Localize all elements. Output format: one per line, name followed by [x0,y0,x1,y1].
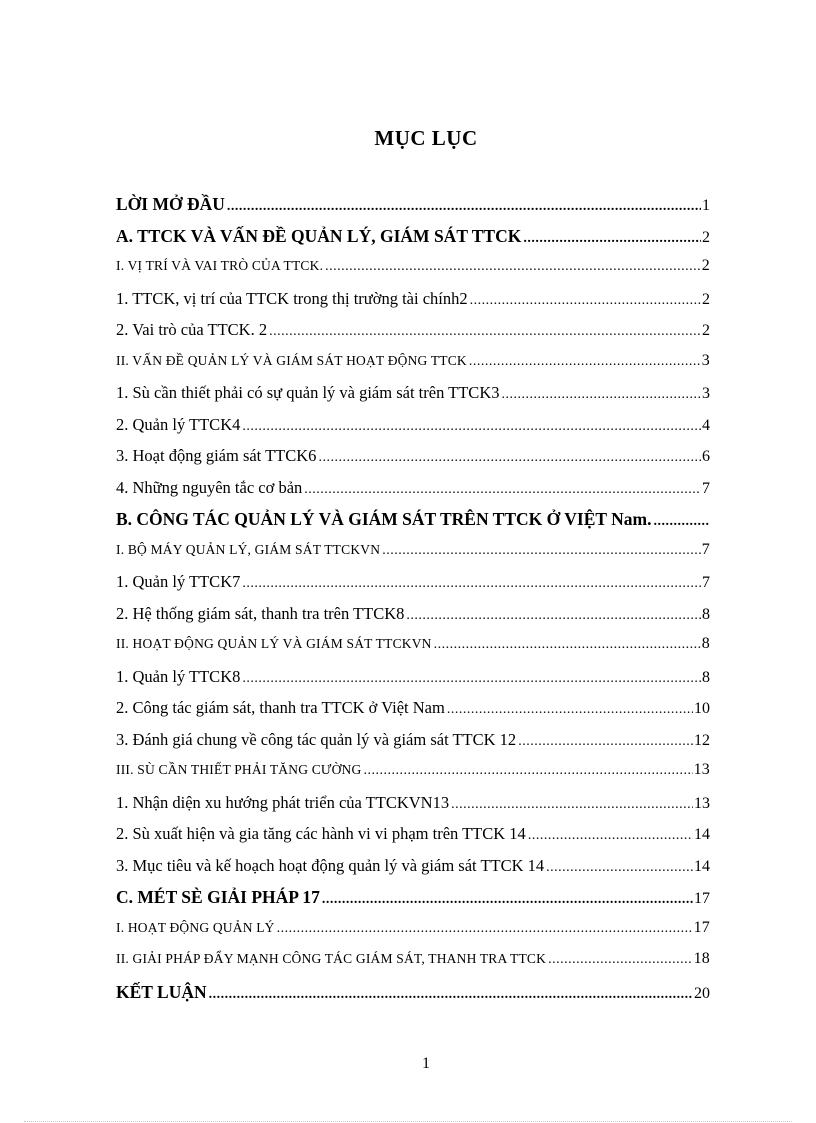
toc-entry[interactable] [116,761,710,793]
toc-entry-page: 7 [702,574,710,591]
toc-dot-leader [548,952,693,968]
toc-dot-leader [523,231,701,247]
toc-entry[interactable] [116,604,710,636]
toc-dot-leader [277,921,693,937]
toc-dot-leader [546,860,693,876]
toc-entry[interactable] [116,982,710,1014]
toc-entry-title: 1. Quản lý TTCK7 [116,572,241,591]
toc-entry[interactable] [116,320,710,352]
toc-dot-leader [269,324,701,340]
toc-entry-page: 14 [694,826,710,843]
toc-entry-title: II. HOẠT ĐỘNG QUẢN LÝ VÀ GIÁM SÁT TTCKVN [116,636,432,651]
toc-dot-leader [242,671,701,687]
toc-dot-leader [518,734,693,750]
toc-entry[interactable] [116,478,710,510]
toc-dot-leader [469,354,701,370]
toc-entry-title: 1. TTCK, vị trí của TTCK trong thị trường tài chính2 [116,288,468,308]
toc-entry-title: 1. Quản lý TTCK8 [116,666,241,686]
toc-entry-page: 10 [694,700,710,717]
toc-entry-page: 2 [702,322,710,339]
toc-entry[interactable] [116,415,710,447]
toc-dot-leader [406,608,701,624]
toc-entry-title: 3. Hoạt động giám sát TTCK6 [116,446,317,465]
toc-entry[interactable] [116,572,710,604]
toc-entry-page: 2 [702,228,710,246]
toc-entry-title: 2. Hệ thống giám sát, thanh tra trên TTCK8 [116,603,405,623]
page-title: MỤC LỤC [374,126,478,150]
toc-dot-leader [451,797,693,813]
toc-entry-title: 3. Mục tiêu và kế hoạch hoạt động quản lý và giám sát TTCK 14 [116,855,545,875]
toc-entry[interactable] [116,919,710,951]
toc-dot-leader [322,892,693,908]
toc-entry[interactable] [116,635,710,667]
toc-entry-page: 20 [694,984,710,1002]
toc-entry-page: 3 [702,385,710,402]
toc-entry-title: 2. Quản lý TTCK4 [116,414,241,434]
toc-entry-page: 2 [701,257,710,274]
page-bottom-border [24,1121,792,1122]
toc-entry-title: 4. Những nguyên tắc cơ bản [116,477,303,497]
page-number: 1 [422,1055,430,1072]
toc-entry-page: 3 [701,351,710,369]
toc-entry[interactable] [116,887,710,919]
toc-entry[interactable] [116,793,710,825]
toc-entry-title: B. CÔNG TÁC QUẢN LÝ VÀ GIÁM SÁT TRÊN TTCK Ở VIỆT Nam. [116,509,652,529]
toc-dot-leader [470,293,701,309]
toc-dot-leader [653,514,709,530]
toc-dot-leader [242,419,701,435]
toc-entry[interactable] [116,446,710,478]
toc-entry-page: 13 [693,761,710,778]
toc-entry[interactable] [116,194,710,226]
toc-entry-page: 4 [702,416,710,434]
toc-entry-title: 1. Sù cần thiết phải có sự quản lý và giám sát trên TTCK3 [116,383,500,402]
toc-entry[interactable] [116,730,710,762]
toc-entry-title: I. VỊ TRÍ VÀ VAI TRÒ CỦA TTCK. [116,258,324,273]
toc-entry[interactable] [116,950,710,982]
toc-entry-page: 8 [702,605,710,623]
toc-dot-leader [501,387,701,403]
toc-dot-leader [325,259,701,275]
toc-dot-leader [227,199,701,215]
toc-entry-title: 3. Đánh giá chung về công tác quản lý và giám sát TTCK 12 [116,729,517,749]
toc-entry-title: LỜI MỞ ĐẦU [116,194,225,214]
toc-entry-page: 7 [701,540,710,558]
toc-entry-page: 13 [694,794,710,812]
toc-entry[interactable] [116,509,710,541]
toc-entry-page: 17 [694,890,710,907]
toc-entry-title: C. MÉT SÈ GIẢI PHÁP 17 [116,887,320,907]
toc-entry-title: KẾT LUẬN [116,981,207,1002]
toc-dot-leader [318,450,701,466]
toc-entry-title: 2. Sù xuất hiện và gia tăng các hành vi vi phạm trên TTCK 14 [116,824,526,843]
toc-entry[interactable] [116,667,710,699]
toc-entry-page: 12 [694,731,710,749]
toc-dot-leader [363,763,692,779]
toc-entry[interactable] [116,541,710,573]
toc-entry[interactable] [116,352,710,384]
toc-entry-title: 2. Vai trò của TTCK. 2 [116,320,268,339]
toc-dot-leader [382,543,701,559]
toc-entry[interactable] [116,289,710,321]
toc-entry-page: 18 [693,950,710,967]
toc-dot-leader [304,482,701,498]
toc-entry-title: A. TTCK VÀ VẤN ĐỀ QUẢN LÝ, GIÁM SÁT TTCK [116,225,522,246]
toc-entry-title: 1. Nhận diện xu hướng phát triển của TTCKVN13 [116,792,450,812]
table-of-contents [116,194,710,1013]
toc-dot-leader [242,576,701,592]
toc-entry-page: 1 [702,197,710,214]
toc-entry[interactable] [116,824,710,856]
toc-entry[interactable] [116,257,710,289]
toc-entry-title: II. VẤN ĐỀ QUẢN LÝ VÀ GIÁM SÁT HOẠT ĐỘNG TTCK [116,352,467,368]
toc-entry[interactable] [116,383,710,415]
toc-entry-title: I. BỘ MÁY QUẢN LÝ, GIÁM SÁT TTCKVN [116,541,381,557]
toc-dot-leader [528,828,693,844]
toc-dot-leader [209,987,693,1003]
toc-entry-page: 14 [694,857,710,875]
toc-entry[interactable] [116,856,710,888]
toc-dot-leader [434,637,701,653]
toc-entry[interactable] [116,698,710,730]
toc-entry-page: 8 [702,668,710,686]
toc-entry-title: 2. Công tác giám sát, thanh tra TTCK ở Việt Nam [116,698,445,717]
toc-entry-title: II. GIẢI PHÁP ĐẨY MẠNH CÔNG TÁC GIÁM SÁT, THANH TRA TTCK [116,951,547,966]
toc-entry-page: 2 [702,290,710,308]
toc-entry-page: 8 [701,635,710,652]
toc-entry-title: I. HOẠT ĐỘNG QUẢN LÝ [116,919,275,935]
toc-entry-page: 7 [702,479,710,497]
toc-entry-title: III. SÙ CẦN THIẾT PHẢI TĂNG CƯỜNG [116,762,362,777]
toc-entry-page: 6 [702,448,710,465]
toc-entry-page: 17 [693,918,710,936]
toc-dot-leader [447,702,693,718]
toc-entry[interactable] [116,226,710,258]
